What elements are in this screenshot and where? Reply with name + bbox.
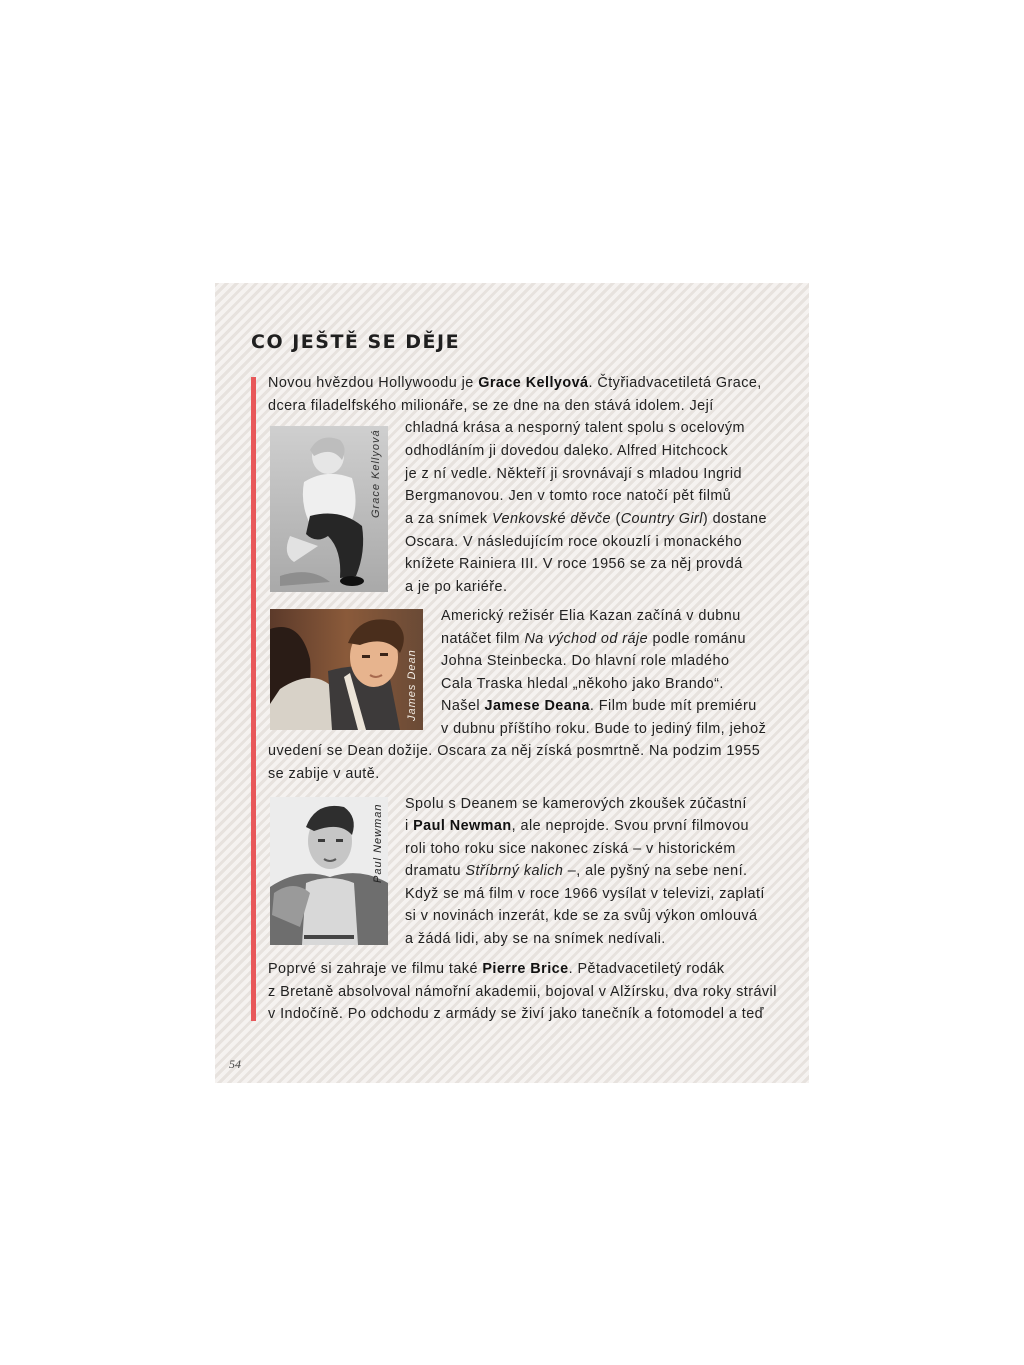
text-line: knížete Rainiera III. V roce 1956 se za něj provdá — [405, 556, 743, 572]
name-pierre-brice: Pierre Brice — [482, 961, 569, 977]
text-line: Našel Jamese Deana. Film bude mít premiéru — [441, 698, 757, 714]
name-paul-newman: Paul Newman — [413, 818, 512, 834]
section-heading: CO JEŠTĚ SE DĚJE — [251, 331, 461, 353]
text-line: dramatu Stříbrný kalich –, ale pyšný na sebe není. — [405, 863, 748, 879]
text-line: Bergmanovou. Jen v tomto roce natočí pět filmů — [405, 488, 732, 504]
text-line: Americký režisér Elia Kazan začíná v dubnu — [441, 608, 741, 624]
page-number: 54 — [229, 1057, 241, 1071]
text-line: natáčet film Na východ od ráje podle románu — [441, 631, 746, 647]
text-line: Spolu s Deanem se kamerových zkoušek zúčastní — [405, 796, 747, 812]
text-line: uvedení se Dean dožije. Oscara za něj získá posmrtně. Na podzim 1955 — [268, 743, 761, 759]
text-line: Oscara. V následujícím roce okouzlí i monackého — [405, 534, 743, 550]
text-line: odhodláním ji dovedou daleko. Alfred Hitchcock — [405, 443, 729, 459]
text-line: a žádá lidi, aby se na snímek nedívali. — [405, 931, 666, 947]
text-line: dcera filadelfského milionáře, se ze dne na den stává idolem. Její — [268, 398, 714, 414]
text-line: chladná krása a nesporný talent spolu s ocelovým — [405, 420, 745, 436]
grace-kelly-photo — [270, 426, 388, 592]
book-page — [215, 283, 809, 1083]
text-line: a za snímek Venkovské děvče (Country Girl) dostane — [405, 511, 767, 527]
text-line: Johna Steinbecka. Do hlavní role mladého — [441, 653, 730, 669]
accent-bar — [251, 377, 256, 1021]
photo-caption: James Dean — [406, 649, 418, 721]
text-line: se zabije v autě. — [268, 766, 380, 782]
text-line: Novou hvězdou Hollywoodu je Grace Kellyová. Čtyřiadvacetiletá Grace, — [268, 375, 762, 391]
text-line: je z ní vedle. Někteří ji srovnávají s mladou Ingrid — [405, 466, 742, 482]
text-line: Cala Traska hledal „někoho jako Brando“. — [441, 676, 724, 692]
name-grace-kelly: Grace Kellyová — [478, 375, 589, 391]
james-dean-photo — [270, 609, 423, 730]
name-james-dean: Jamese Deana — [484, 698, 590, 714]
text-line: si v novinách inzerát, kde se za svůj výkon omlouvá — [405, 908, 758, 924]
photo-caption: Paul Newman — [372, 803, 384, 883]
text-line: i Paul Newman, ale neprojde. Svou první filmovou — [405, 818, 749, 834]
text-line: v Indočíně. Po odchodu z armády se živí jako tanečník a fotomodel a teď — [268, 1006, 764, 1022]
text-line: z Bretaně absolvoval námořní akademii, bojoval v Alžírsku, dva roky strávil — [268, 984, 777, 1000]
text-line: Poprvé si zahraje ve filmu také Pierre Brice. Pětadvacetiletý rodák — [268, 961, 725, 977]
text-line: Když se má film v roce 1966 vysílat v televizi, zaplatí — [405, 886, 765, 902]
paul-newman-photo — [270, 797, 388, 945]
text-line: v dubnu příštího roku. Bude to jediný film, jehož — [441, 721, 767, 737]
text-line: roli toho roku sice nakonec získá – v historickém — [405, 841, 736, 857]
text-line: a je po kariéře. — [405, 579, 508, 595]
photo-caption: Grace Kellyová — [370, 429, 382, 518]
